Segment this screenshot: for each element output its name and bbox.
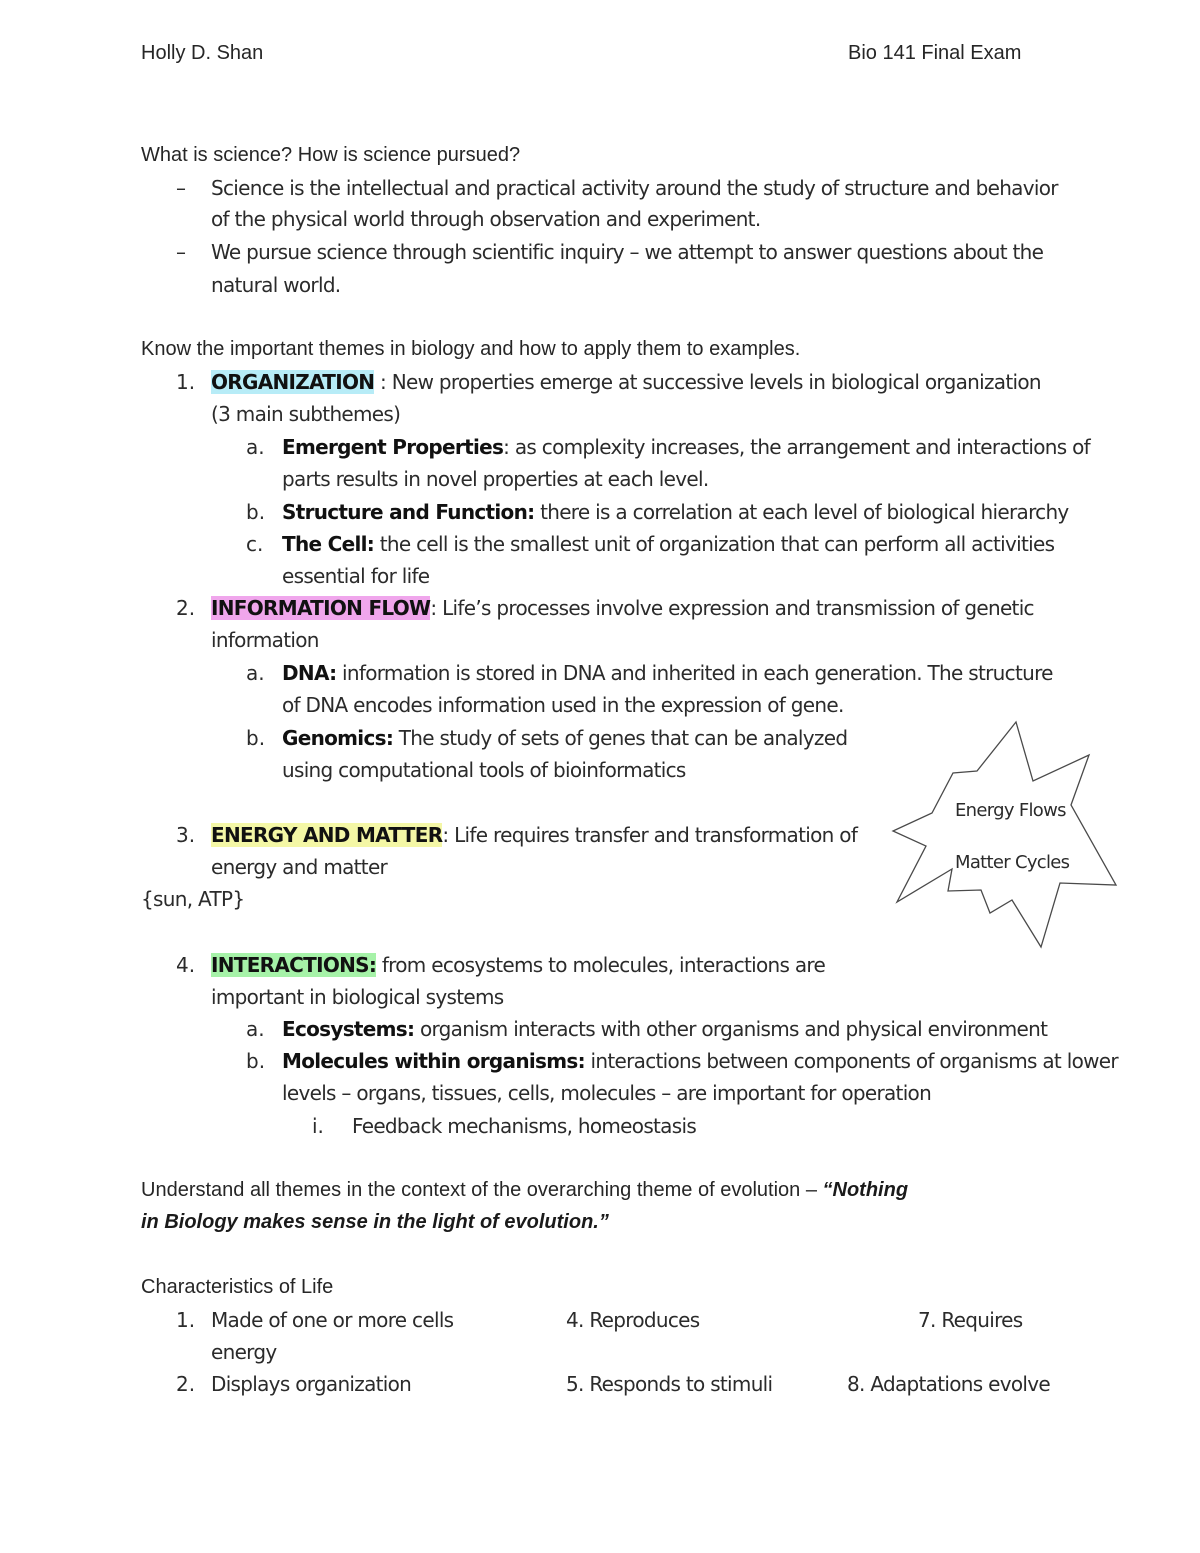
theme-organization-line-2: (3 main subthemes) [211, 402, 401, 426]
bullet-dash: – [176, 176, 186, 200]
subtheme-title: Genomics: [282, 726, 394, 750]
theme-information-line-2: information [211, 628, 319, 652]
subtheme-desc: organism interacts with other organisms and physical environment [414, 1017, 1048, 1041]
subtheme-the-cell-line-2: essential for life [282, 564, 430, 588]
starburst-line-1: Energy Flows [955, 800, 1066, 821]
subtheme-desc: : as complexity increases, the arrangement and interactions of [503, 435, 1091, 459]
bullet-1-line-1: Science is the intellectual and practical activity around the study of structure and behavior [211, 176, 1058, 200]
subtheme-desc: interactions between components of organisms at lower [584, 1049, 1118, 1073]
theme-energy-desc: : Life requires transfer and transformation of [442, 823, 858, 847]
life-item-text: Reproduces [589, 1308, 700, 1332]
sub-marker: a. [246, 661, 265, 685]
subtheme-desc: the cell is the smallest unit of organization that can perform all activities [374, 532, 1055, 556]
energy-note: {sun, ATP} [141, 887, 245, 911]
header-course: Bio 141 Final Exam [848, 42, 1022, 64]
sub-marker: a. [246, 435, 265, 459]
sub-marker: b. [246, 726, 266, 750]
bullet-2-line-2: natural world. [211, 273, 341, 297]
bullet-1-line-2: of the physical world through observation and experiment. [211, 207, 761, 231]
sub-marker: a. [246, 1017, 265, 1041]
subtheme-title: Structure and Function: [282, 500, 535, 524]
subtheme-desc: information is stored in DNA and inherited in each generation. The structure [336, 661, 1053, 685]
theme-organization-title: ORGANIZATION [211, 370, 375, 394]
life-item [847, 1372, 1050, 1396]
subtheme-title: Emergent Properties [282, 435, 504, 459]
header-author: Holly D. Shan [141, 42, 264, 64]
evolution-quote-end: in Biology makes sense in the light of evolution.” [141, 1211, 609, 1233]
life-item [566, 1372, 772, 1396]
life-item-text: Adaptations evolve [870, 1372, 1050, 1396]
theme-energy-title: ENERGY AND MATTER [211, 823, 443, 847]
subtheme-genomics-line-2: using computational tools of bioinformatics [282, 758, 686, 782]
theme-information-desc: : Life’s processes involve expression and transmission of genetic [430, 596, 1034, 620]
question-science: What is science? How is science pursued? [141, 144, 521, 166]
feedback-mechanisms: Feedback mechanisms, homeostasis [352, 1114, 697, 1138]
life-item-continued: energy [211, 1340, 277, 1364]
evolution-line-1 [141, 1179, 908, 1202]
theme-information-title: INFORMATION FLOW [211, 596, 431, 620]
subtheme-molecules-line-2: levels – organs, tissues, cells, molecules – are important for operation [282, 1081, 932, 1105]
life-marker: 8. [847, 1372, 865, 1396]
sub-marker: c. [246, 532, 264, 556]
evolution-quote-start: “Nothing [822, 1179, 909, 1201]
themes-heading: Know the important themes in biology and how to apply them to examples. [141, 338, 801, 360]
sub-marker: b. [246, 500, 266, 524]
life-heading: Characteristics of Life [141, 1276, 334, 1298]
life-item-text: Responds to stimuli [589, 1372, 773, 1396]
theme-2-number: 2. [176, 596, 196, 620]
starburst-line-2: Matter Cycles [955, 852, 1070, 873]
theme-interactions-desc: from ecosystems to molecules, interactions are [376, 953, 826, 977]
subtheme-title: The Cell: [282, 532, 375, 556]
subtheme-desc: there is a correlation at each level of biological hierarchy [534, 500, 1069, 524]
life-marker: 2. [176, 1372, 196, 1396]
life-marker: 7. [918, 1308, 936, 1332]
theme-1-number: 1. [176, 370, 196, 394]
theme-interactions-line-1 [211, 953, 825, 977]
subtheme-title: Molecules within organisms: [282, 1049, 585, 1073]
theme-organization-desc: : New properties emerge at successive levels in biological organization [374, 370, 1041, 394]
bullet-dash: – [176, 240, 186, 264]
theme-interactions-line-2: important in biological systems [211, 985, 504, 1009]
life-item [566, 1308, 699, 1332]
life-marker: 1. [176, 1308, 196, 1332]
subtheme-dna-line-2: of DNA encodes information used in the expression of gene. [282, 693, 844, 717]
life-item-text: Requires [941, 1308, 1023, 1332]
evolution-text: Understand all themes in the context of the overarching theme of evolution – [141, 1179, 823, 1201]
life-item [918, 1308, 1023, 1332]
life-item: Made of one or more cells [211, 1308, 454, 1332]
theme-3-number: 3. [176, 823, 196, 847]
subsub-marker: i. [312, 1114, 324, 1138]
theme-interactions-title: INTERACTIONS: [211, 953, 377, 977]
bullet-2-line-1: We pursue science through scientific inquiry – we attempt to answer questions about the [211, 240, 1044, 264]
life-marker: 4. [566, 1308, 584, 1332]
theme-energy-line-2: energy and matter [211, 855, 388, 879]
subtheme-title: Ecosystems: [282, 1017, 415, 1041]
subtheme-desc: The study of sets of genes that can be analyzed [393, 726, 848, 750]
life-marker: 5. [566, 1372, 584, 1396]
theme-4-number: 4. [176, 953, 196, 977]
subtheme-ecosystems [282, 1017, 1047, 1041]
life-item: Displays organization [211, 1372, 412, 1396]
subtheme-molecules [282, 1049, 1118, 1073]
subtheme-emergent-properties-line-2: parts results in novel properties at each level. [282, 467, 709, 491]
sub-marker: b. [246, 1049, 266, 1073]
subtheme-title: DNA: [282, 661, 337, 685]
